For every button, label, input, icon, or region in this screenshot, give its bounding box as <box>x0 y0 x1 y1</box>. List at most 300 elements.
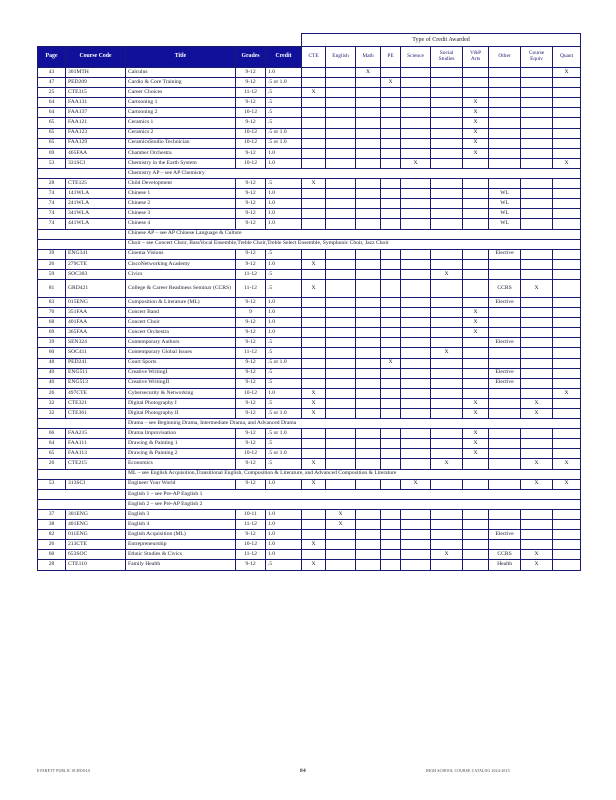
cell-grades: 10-12 <box>236 128 266 138</box>
cell-english <box>326 118 356 128</box>
course-rows <box>38 68 581 571</box>
cell-cte: X <box>302 560 326 570</box>
cell-vpa <box>463 189 489 199</box>
cell-english <box>326 189 356 199</box>
table-row <box>38 540 581 550</box>
cell-grades: 10-12 <box>236 540 266 550</box>
cell-credit: .5 or 1.0 <box>266 138 302 148</box>
cell-other: Elective <box>489 338 521 348</box>
cell-math <box>356 358 381 368</box>
cross-reference-note: Choir – see Concert Choir, BassVocal Ensemble,Treble Choir,Treble Select Ensemble, Symphonic Choir, Jazz Choir <box>126 239 581 249</box>
cell-credit: 1.0 <box>266 68 302 78</box>
cell-cte: X <box>302 540 326 550</box>
cell-other <box>489 439 521 449</box>
cell-quant <box>553 550 581 560</box>
cell-social <box>431 439 463 449</box>
cell-quant <box>553 530 581 540</box>
cell-page: 70 <box>38 308 66 318</box>
cell-english <box>326 560 356 570</box>
cell-page: 59 <box>38 269 66 279</box>
cell-quant <box>553 108 581 118</box>
cell-title: Digital Photography I <box>126 398 236 408</box>
cell-credit: .5 <box>266 368 302 378</box>
column-header: Math <box>356 47 381 68</box>
cell-social <box>431 179 463 189</box>
cell-social <box>431 88 463 98</box>
cell-pe <box>381 550 401 560</box>
note-row <box>38 168 581 178</box>
cell-pe <box>381 308 401 318</box>
cell-equiv <box>521 209 553 219</box>
cell-equiv <box>521 179 553 189</box>
cell-page: 25 <box>38 88 66 98</box>
cell-code: SOC303 <box>66 269 126 279</box>
cell-other: Elective <box>489 378 521 388</box>
cell-grades: 11-12 <box>236 520 266 530</box>
column-header: PE <box>381 47 401 68</box>
cell-other <box>489 540 521 550</box>
cell-science <box>401 179 431 189</box>
cell-other <box>489 118 521 128</box>
cell-cte <box>302 348 326 358</box>
cell-vpa <box>463 479 489 489</box>
table-row <box>38 318 581 328</box>
cell-quant <box>553 429 581 439</box>
cell-page: 65 <box>38 118 66 128</box>
table-row <box>38 530 581 540</box>
cell-cte <box>302 550 326 560</box>
cell-english <box>326 148 356 158</box>
cell-pe <box>381 429 401 439</box>
cell-credit: 1.0 <box>266 388 302 398</box>
cell-other <box>489 78 521 88</box>
cell-vpa <box>463 297 489 307</box>
cell-vpa <box>463 179 489 189</box>
cell-other <box>489 68 521 78</box>
cell-pe <box>381 439 401 449</box>
cell-credit: .5 <box>266 108 302 118</box>
cell-page: 32 <box>38 409 66 419</box>
cell-science <box>401 368 431 378</box>
cell-math <box>356 388 381 398</box>
cell-grades: 9-12 <box>236 328 266 338</box>
cell-vpa: X <box>463 449 489 459</box>
table-row <box>38 98 581 108</box>
cell-cte <box>302 219 326 229</box>
cell-cte <box>302 358 326 368</box>
cell-quant: X <box>553 388 581 398</box>
cell-social <box>431 429 463 439</box>
cell-page: 65 <box>38 128 66 138</box>
cell-page: 26 <box>38 540 66 550</box>
cell-math <box>356 118 381 128</box>
cell-social <box>431 199 463 209</box>
cell-pe <box>381 118 401 128</box>
cell-vpa <box>463 358 489 368</box>
cell-cte: X <box>302 279 326 297</box>
cell-cte: X <box>302 88 326 98</box>
cell-science <box>401 98 431 108</box>
column-header: Course Equiv <box>521 47 553 68</box>
cell-title: Digital Photography II <box>126 409 236 419</box>
cell-vpa <box>463 259 489 269</box>
cell-grades: 9-12 <box>236 338 266 348</box>
column-header: Course Code <box>66 47 126 68</box>
cell-science <box>401 259 431 269</box>
cell-title: Drama Improvisation <box>126 429 236 439</box>
cell-code: ENG341 <box>66 249 126 259</box>
cell-code: 313SCI <box>66 479 126 489</box>
cell-social <box>431 209 463 219</box>
cell-page: 65 <box>38 449 66 459</box>
cell-code: 497CTE <box>66 388 126 398</box>
cell-math <box>356 108 381 118</box>
cell-math <box>356 328 381 338</box>
cell-equiv <box>521 88 553 98</box>
cell-credit: 1.0 <box>266 479 302 489</box>
cell-math <box>356 179 381 189</box>
cell-page: 38 <box>38 520 66 530</box>
cell-social <box>431 378 463 388</box>
cell-science <box>401 550 431 560</box>
cell-cte <box>302 138 326 148</box>
cell-quant <box>553 219 581 229</box>
cell-social <box>431 520 463 530</box>
cell-math <box>356 269 381 279</box>
cell-pe <box>381 388 401 398</box>
cell-vpa <box>463 550 489 560</box>
cell-title: Creative WritingI <box>126 368 236 378</box>
cell-social: X <box>431 459 463 469</box>
cell-credit: 1.0 <box>266 550 302 560</box>
table-row <box>38 459 581 469</box>
cell-social <box>431 540 463 550</box>
cell-code: CTE321 <box>66 398 126 408</box>
cell-social <box>431 98 463 108</box>
cell-social <box>431 249 463 259</box>
cell-page: 60 <box>38 348 66 358</box>
cell-english <box>326 409 356 419</box>
cell-title: Ceramics 1 <box>126 118 236 128</box>
cell-science: X <box>401 158 431 168</box>
cell-equiv: X <box>521 279 553 297</box>
cell-social <box>431 279 463 297</box>
cell-code: ENG513 <box>66 378 126 388</box>
cell-math <box>356 98 381 108</box>
cell-code: 465FAA <box>66 148 126 158</box>
cell-english <box>326 368 356 378</box>
cell-credit: .5 <box>266 338 302 348</box>
cell-grades: 11-12 <box>236 279 266 297</box>
cell-pe <box>381 348 401 358</box>
column-header: Page <box>38 47 66 68</box>
cell-other <box>489 459 521 469</box>
cell-other: WL <box>489 209 521 219</box>
cell-code: FAA129 <box>66 138 126 148</box>
cell-equiv <box>521 98 553 108</box>
cell-social <box>431 388 463 398</box>
cell-social <box>431 259 463 269</box>
cell-vpa <box>463 459 489 469</box>
cell-quant <box>553 189 581 199</box>
cell-equiv <box>521 439 553 449</box>
cell-grades: 9-12 <box>236 148 266 158</box>
cell-math: X <box>356 68 381 78</box>
cell-science <box>401 138 431 148</box>
cell-vpa: X <box>463 98 489 108</box>
cell-english <box>326 540 356 550</box>
cell-math <box>356 219 381 229</box>
cell-math <box>356 540 381 550</box>
cell-pe <box>381 259 401 269</box>
cell-science <box>401 338 431 348</box>
cell-math <box>356 479 381 489</box>
cell-other <box>489 308 521 318</box>
note-row <box>38 419 581 429</box>
cell-credit: .5 <box>266 179 302 189</box>
cell-english <box>326 449 356 459</box>
cell-social <box>431 358 463 368</box>
cross-reference-note: Chinese AP – see AP Chinese Language & Culture <box>126 229 581 239</box>
cell-social <box>431 68 463 78</box>
cell-pe <box>381 279 401 297</box>
column-header: CTE <box>302 47 326 68</box>
cell-quant <box>553 540 581 550</box>
cell-quant <box>553 179 581 189</box>
cell-credit: .5 <box>266 459 302 469</box>
cell-science <box>401 108 431 118</box>
cell-code: FAA215 <box>66 429 126 439</box>
cell-code: 301MTH <box>66 68 126 78</box>
cell-page: 40 <box>38 378 66 388</box>
cell-math <box>356 398 381 408</box>
cell-english <box>326 429 356 439</box>
cell-code: 301ENG <box>66 509 126 519</box>
course-credit-table <box>37 33 581 571</box>
cell-math <box>356 78 381 88</box>
cell-grades: 9-12 <box>236 68 266 78</box>
cell-code: CTE215 <box>66 459 126 469</box>
cell-equiv <box>521 199 553 209</box>
cross-reference-note: English 2 – see Pre-AP English 2 <box>126 499 581 509</box>
column-header: V&P Arts <box>463 47 489 68</box>
cell-english <box>326 269 356 279</box>
cell-social <box>431 560 463 570</box>
cell-vpa <box>463 199 489 209</box>
credit-type-group-header: Type of Credit Awarded <box>302 34 581 47</box>
cell-equiv: X <box>521 459 553 469</box>
cell-credit: 1.0 <box>266 509 302 519</box>
cell-page: 83 <box>38 297 66 307</box>
cell-english <box>326 78 356 88</box>
cell-math <box>356 279 381 297</box>
cell-english <box>326 249 356 259</box>
cell-cte <box>302 118 326 128</box>
cell-code: 401FAA <box>66 318 126 328</box>
cell-equiv <box>521 128 553 138</box>
cell-cte <box>302 297 326 307</box>
cell-math <box>356 368 381 378</box>
cell-page: 48 <box>38 358 66 368</box>
cell-english <box>326 328 356 338</box>
cell-quant <box>553 269 581 279</box>
cell-cte <box>302 209 326 219</box>
cell-math <box>356 88 381 98</box>
cell-credit: 1.0 <box>266 148 302 158</box>
cell-title: Cartooning 1 <box>126 98 236 108</box>
cell-other: Elective <box>489 368 521 378</box>
cell-code: PED209 <box>66 78 126 88</box>
cell-english <box>326 459 356 469</box>
cell-quant <box>553 560 581 570</box>
cell-math <box>356 378 381 388</box>
cell-equiv: X <box>521 398 553 408</box>
cell-other: Elective <box>489 530 521 540</box>
cell-code: 653SOC <box>66 550 126 560</box>
cell-page: 68 <box>38 318 66 328</box>
cell-code: ENG511 <box>66 368 126 378</box>
table-row <box>38 439 581 449</box>
cell-social: X <box>431 269 463 279</box>
cell-equiv <box>521 78 553 88</box>
table-row <box>38 189 581 199</box>
cell-other: WL <box>489 199 521 209</box>
cell-math <box>356 199 381 209</box>
cell-code: 279CTE <box>66 259 126 269</box>
cell-cte: X <box>302 479 326 489</box>
cell-science <box>401 128 431 138</box>
cell-page: 47 <box>38 78 66 88</box>
cell-pe <box>381 378 401 388</box>
cell-math <box>356 459 381 469</box>
cell-title: Economics <box>126 459 236 469</box>
cell-cte: X <box>302 459 326 469</box>
cell-credit: .5 or 1.0 <box>266 78 302 88</box>
cell-social <box>431 398 463 408</box>
cell-grades: 9-12 <box>236 199 266 209</box>
cell-science <box>401 560 431 570</box>
cell-english: X <box>326 509 356 519</box>
cell-credit: .5 or 1.0 <box>266 449 302 459</box>
cell-equiv <box>521 540 553 550</box>
cell-quant: X <box>553 479 581 489</box>
cell-quant <box>553 279 581 297</box>
table-row <box>38 108 581 118</box>
cell-quant <box>553 318 581 328</box>
cross-reference-note: ML – see English Acquisition,Transitional English, Composition & Literature, and Advanced Composition & Literature <box>126 469 581 479</box>
cell-credit: 1.0 <box>266 158 302 168</box>
cell-cte <box>302 108 326 118</box>
cell-title: Drawing & Painting 1 <box>126 439 236 449</box>
cell-equiv <box>521 259 553 269</box>
cell-english <box>326 398 356 408</box>
cell-social <box>431 318 463 328</box>
cell-equiv <box>521 378 553 388</box>
cell-equiv <box>521 429 553 439</box>
cell-pe <box>381 189 401 199</box>
cell-vpa: X <box>463 429 489 439</box>
cell-title: Child Development <box>126 179 236 189</box>
cell-cte <box>302 449 326 459</box>
cell-title: Cartooning 2 <box>126 108 236 118</box>
cell-quant <box>553 509 581 519</box>
cell-grades: 11-12 <box>236 550 266 560</box>
cell-page: 74 <box>38 219 66 229</box>
column-header: Science <box>401 47 431 68</box>
cell-code: 241WLA <box>66 199 126 209</box>
cell-math <box>356 209 381 219</box>
cell-credit: .5 <box>266 348 302 358</box>
cell-cte <box>302 199 326 209</box>
cell-pe <box>381 98 401 108</box>
cell-title: Civics <box>126 269 236 279</box>
cell-social <box>431 409 463 419</box>
cell-math <box>356 409 381 419</box>
cell-credit: .5 or 1.0 <box>266 128 302 138</box>
cell-equiv: X <box>521 479 553 489</box>
cell-science <box>401 318 431 328</box>
cell-title: CiscoNetworking Academy <box>126 259 236 269</box>
cell-title: Composition & Literature (ML) <box>126 297 236 307</box>
cell-credit: .5 <box>266 398 302 408</box>
cell-quant <box>553 199 581 209</box>
cell-cte <box>302 269 326 279</box>
cell-cte <box>302 328 326 338</box>
cell-equiv <box>521 108 553 118</box>
cell-other <box>489 348 521 358</box>
cell-grades: 9 <box>236 308 266 318</box>
cell-page: 43 <box>38 68 66 78</box>
cell-grades: 9-12 <box>236 398 266 408</box>
cell-page: 60 <box>38 550 66 560</box>
cell-page: 69 <box>38 148 66 158</box>
cell-other: CCRS <box>489 550 521 560</box>
cell-math <box>356 318 381 328</box>
cell-credit: 1.0 <box>266 520 302 530</box>
cell-title: Court Sports <box>126 358 236 368</box>
cell-title: Chinese 3 <box>126 209 236 219</box>
cell-quant: X <box>553 459 581 469</box>
table-row <box>38 308 581 318</box>
cell-cte <box>302 429 326 439</box>
cell-equiv: X <box>521 409 553 419</box>
cell-other <box>489 449 521 459</box>
cross-reference-note: Chemistry AP – see AP Chemistry <box>126 168 581 178</box>
cell-pe <box>381 318 401 328</box>
cell-page: 65 <box>38 138 66 148</box>
cell-other <box>489 138 521 148</box>
cell-cte: X <box>302 388 326 398</box>
cell-social <box>431 219 463 229</box>
table-row <box>38 249 581 259</box>
cell-other <box>489 269 521 279</box>
cell-quant <box>553 138 581 148</box>
table-row <box>38 338 581 348</box>
cell-other <box>489 429 521 439</box>
cell-equiv <box>521 308 553 318</box>
cell-science <box>401 209 431 219</box>
cell-math <box>356 297 381 307</box>
cell-pe <box>381 199 401 209</box>
cell-grades: 9-12 <box>236 439 266 449</box>
cell-title: Calculus <box>126 68 236 78</box>
cell-title: Cybersecurity & Networking <box>126 388 236 398</box>
cell-english <box>326 179 356 189</box>
cell-code: FAA131 <box>66 98 126 108</box>
table-row <box>38 88 581 98</box>
cell-title: Family Health <box>126 560 236 570</box>
cell-other: WL <box>489 189 521 199</box>
